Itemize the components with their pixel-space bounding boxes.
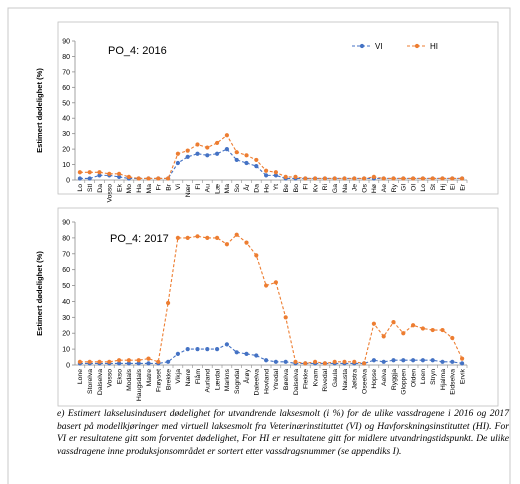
data-point-hi xyxy=(166,301,170,305)
data-point-hi xyxy=(176,236,180,240)
data-point-vi xyxy=(225,147,229,151)
x-tick-label: Oseelva xyxy=(361,369,369,394)
x-tick-label: Læ xyxy=(214,184,222,194)
x-tick-label: Os xyxy=(361,184,369,193)
legend-marker-vi xyxy=(360,44,364,48)
data-point-hi xyxy=(391,176,395,180)
data-point-vi xyxy=(431,358,435,362)
x-tick-label: Gloppen xyxy=(400,369,408,395)
data-point-vi xyxy=(215,347,219,351)
x-tick-label: Gl xyxy=(400,184,408,191)
data-point-vi xyxy=(284,360,288,364)
data-point-hi xyxy=(401,176,405,180)
data-point-hi xyxy=(146,357,150,361)
x-tick-label: Au xyxy=(204,184,212,193)
y-tick-label: 90 xyxy=(62,38,70,46)
y-axis-label: Estimert dødelighet (%) xyxy=(35,68,44,153)
y-tick-label: 30 xyxy=(62,131,70,139)
data-point-hi xyxy=(411,176,415,180)
data-point-hi xyxy=(293,175,297,179)
y-tick-label: 30 xyxy=(62,314,70,322)
x-tick-label: Hø xyxy=(371,184,379,194)
x-tick-label: Ytredal xyxy=(273,369,281,391)
data-point-hi xyxy=(342,360,346,364)
data-point-vi xyxy=(244,161,248,165)
data-point-vi xyxy=(205,153,209,157)
x-tick-label: Vikja xyxy=(175,369,183,384)
data-point-vi xyxy=(264,173,268,177)
data-point-hi xyxy=(254,158,258,162)
x-tick-label: År xyxy=(243,184,251,191)
x-tick-label: Hovland xyxy=(263,369,271,394)
data-point-hi xyxy=(78,170,82,174)
data-point-vi xyxy=(186,347,190,351)
x-tick-label: Jølstra xyxy=(351,369,359,390)
chart-title: PO_4: 2017 xyxy=(110,233,169,245)
x-tick-label: Ae xyxy=(381,184,388,193)
y-tick-label: 0 xyxy=(66,362,70,370)
data-point-hi xyxy=(88,170,92,174)
x-tick-label: Ga xyxy=(332,184,339,194)
x-tick-label: Vosso xyxy=(106,369,114,388)
x-tick-label: Na xyxy=(341,184,349,193)
x-tick-label: Fr xyxy=(155,184,163,191)
data-point-hi xyxy=(264,283,268,287)
data-point-hi xyxy=(117,172,121,176)
x-tick-label: Ma xyxy=(224,184,232,194)
y-tick-label: 50 xyxy=(62,283,70,291)
data-point-hi xyxy=(97,170,101,174)
data-point-hi xyxy=(342,176,346,180)
data-point-vi xyxy=(215,152,219,156)
data-point-hi xyxy=(244,241,248,245)
data-point-hi xyxy=(127,175,131,179)
data-point-hi xyxy=(195,142,199,146)
data-point-hi xyxy=(382,176,386,180)
x-tick-label: Da xyxy=(253,184,261,193)
x-tick-label: Er xyxy=(459,184,467,191)
data-point-hi xyxy=(333,176,337,180)
data-point-hi xyxy=(401,331,405,335)
x-tick-label: Sogndal xyxy=(234,369,241,394)
x-tick-label: Storelva xyxy=(87,369,94,394)
x-tick-label: Daleelva xyxy=(253,369,261,396)
data-point-hi xyxy=(352,176,356,180)
y-tick-label: 10 xyxy=(62,346,70,354)
data-point-hi xyxy=(254,253,258,257)
data-point-vi xyxy=(225,342,229,346)
y-tick-label: 80 xyxy=(62,53,70,61)
x-tick-label: Br xyxy=(165,184,173,191)
data-point-vi xyxy=(254,353,258,357)
x-tick-label: Aelva xyxy=(381,369,388,387)
x-tick-label: Eidselva xyxy=(449,369,457,395)
x-tick-label: Fl xyxy=(194,184,202,190)
data-point-hi xyxy=(362,176,366,180)
chart-2016 xyxy=(35,22,498,203)
x-tick-label: Haugsdals xyxy=(136,369,143,402)
x-tick-label: Ei xyxy=(449,184,457,191)
figure-caption: e) Estimert lakselusindusert dødelighet for utvandrende laksesmolt (i %) for de ulike vassdragene i 2016 og 2017 basert på modellkjøringer med virtuell laksesmolt fra Veterinærinstituttet (VI) og Havforskningsinstituttet (HI). For VI er resultatene gitt som forventet dødelighet, For HI er resultatene gitt for midlere utvandringstidspunkt. De ulike vassdragene inne produksjonsområdet er sortert etter vassdragsnummer (se appendiks I). xyxy=(57,408,509,457)
data-point-vi xyxy=(176,352,180,356)
data-point-hi xyxy=(362,361,366,365)
x-tick-label: Nausta xyxy=(341,369,349,391)
data-point-hi xyxy=(303,361,307,365)
data-point-hi xyxy=(382,334,386,338)
x-tick-label: Modals xyxy=(126,369,134,391)
data-point-vi xyxy=(195,347,199,351)
y-tick-label: 70 xyxy=(62,69,70,77)
x-tick-label: St xyxy=(430,184,437,191)
data-point-hi xyxy=(186,149,190,153)
y-tick-label: 20 xyxy=(62,146,70,154)
data-point-hi xyxy=(205,145,209,149)
data-point-hi xyxy=(431,328,435,332)
x-tick-label: Dalselva xyxy=(292,369,300,396)
x-tick-label: Olden xyxy=(410,369,418,388)
y-tick-label: 40 xyxy=(62,298,70,306)
data-point-hi xyxy=(156,360,160,364)
y-tick-label: 50 xyxy=(62,100,70,108)
data-point-hi xyxy=(450,176,454,180)
data-point-vi xyxy=(401,358,405,362)
data-point-hi xyxy=(421,176,425,180)
data-point-hi xyxy=(440,328,444,332)
data-point-hi xyxy=(176,152,180,156)
x-tick-label: Mo xyxy=(126,184,134,194)
data-point-hi xyxy=(107,360,111,364)
data-point-hi xyxy=(274,280,278,284)
data-point-hi xyxy=(372,322,376,326)
data-point-vi xyxy=(244,352,248,356)
x-tick-label: Nær xyxy=(185,184,192,198)
data-point-hi xyxy=(411,323,415,327)
data-point-hi xyxy=(333,360,337,364)
x-tick-label: Fl xyxy=(302,184,310,190)
data-point-hi xyxy=(303,176,307,180)
x-tick-label: Ha xyxy=(136,184,143,193)
data-point-vi xyxy=(235,350,239,354)
x-tick-label: Dalselva xyxy=(96,369,104,396)
x-tick-label: Ek xyxy=(116,184,124,192)
x-tick-label: Årøy xyxy=(243,369,251,384)
x-tick-label: Rivedal xyxy=(322,369,330,392)
x-tick-label: Lone xyxy=(77,369,85,385)
data-point-hi xyxy=(117,358,121,362)
x-tick-label: Lo xyxy=(77,184,85,192)
data-point-hi xyxy=(225,242,229,246)
data-point-vi xyxy=(372,358,376,362)
x-tick-label: Ri xyxy=(322,184,330,191)
data-point-vi xyxy=(460,361,464,365)
x-tick-label: Markns xyxy=(224,369,232,392)
data-point-hi xyxy=(244,153,248,157)
chart-2017 xyxy=(35,208,498,406)
data-point-hi xyxy=(372,175,376,179)
data-point-vi xyxy=(391,358,395,362)
data-point-hi xyxy=(264,169,268,173)
data-point-vi xyxy=(195,152,199,156)
data-point-hi xyxy=(186,236,190,240)
data-point-hi xyxy=(215,236,219,240)
data-point-hi xyxy=(195,234,199,238)
data-point-hi xyxy=(323,176,327,180)
x-tick-label: Hjalma xyxy=(439,369,447,391)
data-point-hi xyxy=(78,360,82,364)
x-tick-label: Lærdal xyxy=(214,369,222,391)
data-point-vi xyxy=(440,360,444,364)
data-point-hi xyxy=(421,326,425,330)
data-point-hi xyxy=(156,176,160,180)
data-point-hi xyxy=(274,170,278,174)
data-point-hi xyxy=(284,315,288,319)
data-point-hi xyxy=(88,360,92,364)
data-point-vi xyxy=(274,360,278,364)
data-point-hi xyxy=(293,360,297,364)
x-tick-label: Brekke xyxy=(165,369,173,391)
x-tick-label: Ry xyxy=(390,184,398,193)
data-point-vi xyxy=(186,155,190,159)
x-tick-label: Stl xyxy=(87,184,94,192)
data-point-vi xyxy=(176,161,180,165)
y-tick-label: 0 xyxy=(66,177,70,185)
data-point-hi xyxy=(225,133,229,137)
y-tick-label: 90 xyxy=(62,219,70,227)
x-tick-label: Loen xyxy=(420,369,428,385)
x-tick-label: Ervik xyxy=(459,369,467,385)
y-tick-label: 70 xyxy=(62,251,70,259)
x-tick-label: Matre xyxy=(145,369,153,387)
x-tick-label: Ekso xyxy=(116,369,124,385)
data-point-vi xyxy=(88,176,92,180)
x-tick-label: Frøyset xyxy=(155,369,163,393)
x-tick-label: Be xyxy=(283,184,290,193)
x-tick-label: Lo xyxy=(420,184,428,192)
y-tick-label: 20 xyxy=(62,330,70,338)
x-tick-label: Aurland xyxy=(204,369,212,393)
y-tick-label: 80 xyxy=(62,235,70,243)
y-axis-label: Estimert dødelighet (%) xyxy=(35,251,44,336)
data-point-hi xyxy=(215,141,219,145)
data-point-hi xyxy=(166,176,170,180)
data-point-vi xyxy=(264,358,268,362)
data-point-vi xyxy=(254,164,258,168)
x-tick-label: Gaula xyxy=(332,369,339,388)
legend-label-hi: HI xyxy=(430,42,438,51)
data-point-vi xyxy=(382,360,386,364)
x-tick-label: Flekke xyxy=(302,369,310,390)
x-tick-label: Flåm xyxy=(194,369,202,385)
data-point-hi xyxy=(440,176,444,180)
data-point-hi xyxy=(323,361,327,365)
data-point-hi xyxy=(97,360,101,364)
data-point-hi xyxy=(107,172,111,176)
data-point-hi xyxy=(460,357,464,361)
x-tick-label: Vi xyxy=(175,184,183,190)
x-tick-label: Hopse xyxy=(371,369,379,389)
x-tick-label: Bøelva xyxy=(283,369,290,391)
x-tick-label: Kvam xyxy=(312,369,320,387)
x-tick-label: So xyxy=(234,184,241,193)
data-point-vi xyxy=(411,358,415,362)
data-point-vi xyxy=(235,158,239,162)
data-point-hi xyxy=(137,176,141,180)
x-tick-label: Vosso xyxy=(106,184,114,203)
data-point-hi xyxy=(352,360,356,364)
data-point-vi xyxy=(421,358,425,362)
data-point-hi xyxy=(460,176,464,180)
x-tick-label: Kv xyxy=(312,184,320,192)
data-point-hi xyxy=(235,150,239,154)
y-tick-label: 10 xyxy=(62,162,70,170)
data-point-hi xyxy=(235,233,239,237)
data-point-hi xyxy=(205,236,209,240)
legend-label-vi: VI xyxy=(375,42,383,51)
x-tick-label: Ma xyxy=(145,184,153,194)
legend-marker-hi xyxy=(415,44,419,48)
data-point-hi xyxy=(450,336,454,340)
y-tick-label: 60 xyxy=(62,84,70,92)
chart-title: PO_4: 2016 xyxy=(108,45,167,57)
y-tick-label: 40 xyxy=(62,115,70,123)
y-tick-label: 60 xyxy=(62,267,70,275)
data-point-hi xyxy=(146,176,150,180)
x-tick-label: Stryn xyxy=(430,369,437,385)
x-tick-label: Bo xyxy=(292,184,300,193)
x-tick-label: Je xyxy=(351,184,359,192)
data-point-hi xyxy=(137,358,141,362)
data-point-vi xyxy=(78,176,82,180)
data-point-vi xyxy=(166,360,170,364)
data-point-hi xyxy=(431,176,435,180)
data-point-hi xyxy=(391,320,395,324)
x-tick-label: Ol xyxy=(410,184,418,191)
data-point-hi xyxy=(284,175,288,179)
data-point-hi xyxy=(313,360,317,364)
data-point-vi xyxy=(146,361,150,365)
x-tick-label: Ho xyxy=(263,184,271,193)
x-tick-label: Nærø xyxy=(185,369,192,387)
x-tick-label: Da xyxy=(96,184,104,193)
data-point-vi xyxy=(205,347,209,351)
data-point-vi xyxy=(450,360,454,364)
x-tick-label: Yt xyxy=(273,184,281,191)
data-point-hi xyxy=(313,176,317,180)
x-tick-label: Ryggja xyxy=(390,369,398,391)
x-tick-label: Hj xyxy=(439,184,447,191)
data-point-hi xyxy=(127,358,131,362)
